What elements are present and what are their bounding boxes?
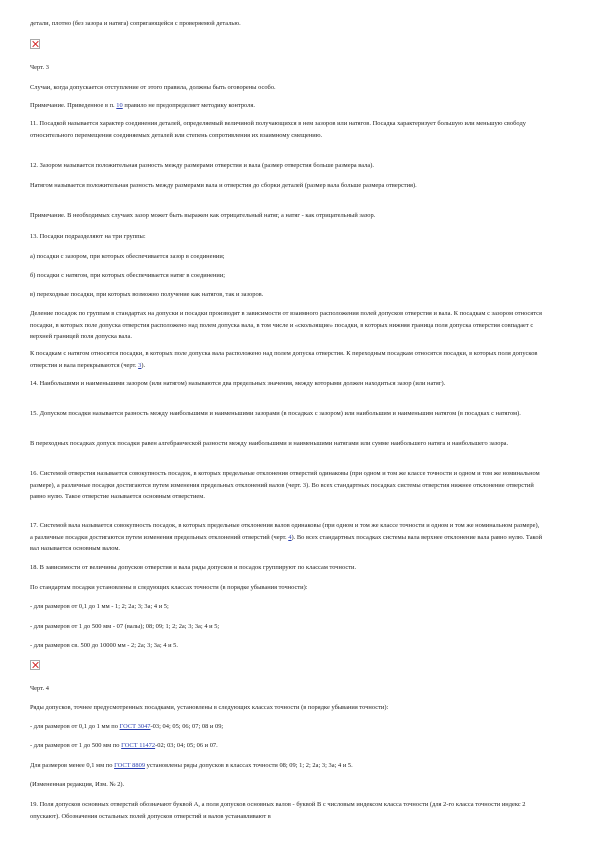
drawing-3-broken-image-icon (30, 39, 40, 49)
paragraph (30, 378, 542, 390)
paragraph (30, 601, 542, 613)
paragraph (30, 270, 542, 282)
paragraph-text: К посадкам с натягом относятся посадки, в которых поле допуска вала расположено над полем допуска отверстия. К переходным посадкам относятся посадки, в которых поля допусков отверстия и вала перекрываются (черт. (30, 350, 538, 369)
paragraph (30, 520, 542, 555)
paragraph (30, 82, 542, 94)
paragraph (30, 308, 542, 343)
paragraph (30, 251, 542, 263)
paragraph-text: - для размеров от 0,1 до 1 мм по (30, 723, 120, 730)
paragraph-text: По стандартам посадки установлены в следующих классах точности (в порядке убывания точности): (30, 584, 308, 591)
document-link[interactable]: 4 (288, 533, 292, 541)
paragraph (30, 582, 542, 594)
paragraph-text: В переходных посадках допуск посадки равен алгебраической разности между наибольшими и наименьшими натягами или сумме наибольшего натяга и наибольшего зазора. (30, 440, 509, 447)
paragraph-text: - для размеров св. 500 до 10000 мм - 2; 2а; 3; 3а; 4 и 5. (30, 642, 179, 649)
paragraph-text: 11. Посадкой называется характер соединения деталей, определяемый величиной получающихся в нем зазоров или натягов. Посадка характеризует большую или меньшую свободу относительного перемещения соединяемых деталей или степень сопротивления их взаимному смещению. (30, 120, 526, 139)
paragraph-text: а) посадки с зазором, при которых обеспечивается зазор в соединении; (30, 253, 225, 260)
paragraph-text: детали, плотно (без зазора и натяга) сопрягающейся с проверяемой деталью. (30, 20, 241, 27)
paragraph-text: 18. В зависимости от величины допусков отверстия и вала ряды допусков и посадок группируют по классам точности. (30, 564, 357, 571)
paragraph-text: Случаи, когда допускается отступление от этого правила, должны быть оговорены особо. (30, 84, 276, 91)
paragraph (30, 408, 542, 420)
paragraph (30, 348, 542, 371)
paragraph (30, 562, 542, 574)
paragraph (30, 740, 542, 752)
paragraph (30, 468, 542, 503)
paragraph-text: 13. Посадки подразделяют на три группы: (30, 233, 146, 240)
paragraph (30, 289, 542, 301)
paragraph (30, 779, 542, 791)
document-link[interactable]: ГОСТ 11472 (121, 742, 156, 749)
document-link[interactable]: ГОСТ 3047 (119, 723, 151, 730)
paragraph-text: 12. Зазором называется положительная разность между размерами отверстия и вала (размер отверстия больше размера вала). (30, 162, 374, 169)
document-link[interactable]: 10 (116, 102, 123, 109)
paragraph-text: - для размеров от 1 до 500 мм по (30, 742, 122, 749)
document-link[interactable]: ГОСТ 8809 (114, 762, 146, 769)
paragraph-text: (Измененная редакция, Изм. № 2). (30, 781, 125, 788)
paragraph (30, 160, 542, 172)
paragraph-text: -03; 04; 05; 06; 07; 08 и 09; (150, 723, 224, 730)
document-link[interactable]: 3 (138, 361, 142, 369)
paragraph (30, 180, 542, 192)
paragraph (30, 621, 542, 633)
paragraph-text: Ряды допусков, точнее предусмотренных посадками, установлены в следующих классах точности (в порядке убывания точности): (30, 704, 389, 711)
paragraph (30, 799, 542, 822)
paragraph-text: -02; 03; 04; 05; 06 и 07. (155, 742, 218, 749)
paragraph-text: Натягом называется положительная разность между размерами вала и отверстия до сборки деталей (размер вала больше размера отверстия). (30, 182, 417, 189)
paragraph-text: установлены ряды допусков в классах точности 08; 09; 1; 2; 2а; 3; 3а; 4 и 5. (145, 762, 353, 769)
paragraph-text: 16. Системой отверстия называется совокупность посадок, в которых предельные отклонения отверстий одинаковы (при одном и том же классе точности и одном и том же номинальном размере), а различные посадки достигаются путем изменения предельных отклонений валов (черт. 3). Во всех стандартных посадках системы отверстия нижнее отклонение отверстий равно нулю. Такое отверстие называется основным отверстием. (30, 470, 540, 500)
paragraph-text: б) посадки с натягом, при которых обеспечивается натяг в соединении; (30, 272, 226, 279)
paragraph (30, 210, 542, 222)
paragraph-text: в) переходные посадки, при которых возможно получение как натягов, так и зазоров. (30, 291, 264, 298)
paragraph-text: Черт. 4 (30, 685, 49, 692)
drawing-4-broken-image-icon (30, 660, 40, 670)
paragraph (30, 721, 542, 733)
paragraph-text: Черт. 3 (30, 64, 49, 71)
paragraph-text: 15. Допуском посадки называется разность между наибольшими и наименьшими зазорами (в посадках с зазором) или наибольшим и наименьшим натягом (в посадках с натягом). (30, 410, 521, 417)
paragraph (30, 100, 542, 112)
paragraph (30, 118, 542, 141)
paragraph (30, 18, 542, 30)
paragraph-text: Примечание. В необходимых случаях зазор может быть выражен как отрицательный натяг, а натяг - как отрицательный зазор. (30, 212, 376, 219)
paragraph-text: 14. Наибольшими и наименьшими зазором (или натягом) называются два предельных значения, между которыми должен находиться зазор (или натяг). (30, 380, 446, 387)
paragraph-text: Для размеров менее 0,1 мм по (30, 762, 115, 769)
paragraph-text: Примечание. Приведенное в п. (30, 102, 117, 109)
paragraph-text: 17. Системой вала называется совокупность посадок, в которых предельные отклонения валов одинаковы (при одном и том же классе точности и одном и том же номинальном размере), а различные посадки достигаются путем изменения предельных отклонений отверстий (черт. (30, 522, 540, 541)
paragraph-text: - для размеров от 1 до 500 мм - 07 (валы); 08; 09; 1; 2; 2а; 3; 3а; 4 и 5; (30, 623, 220, 630)
paragraph-text: ). Во всех стандартных посадках системы вала верхнее отклонение вала равно нулю. Такой вал называется основным валом. (30, 533, 543, 552)
paragraph (30, 438, 542, 450)
paragraph (30, 760, 542, 772)
paragraph-text: Деление посадок по группам в стандартах на допуски и посадки производят в зависимости от взаимного расположения полей допусков отверстия и вала. К посадкам с зазором относятся посадки, в которых поле допуска отверстия расположено над полем допуска вала, в том числе и «скользящие» посадки, в которых нижняя граница поля допуска отверстия совпадает с верхней границей поля допуска вала. (30, 310, 542, 340)
paragraph (30, 231, 542, 243)
paragraph (30, 702, 542, 714)
paragraph (30, 62, 542, 74)
paragraph-text: 19. Поля допусков основных отверстий обозначают буквой А, а поля допусков основных валов - буквой В с числовым индексом класса точности (для 2-го класса точности индекс 2 опускают). Обозначения остальных полей допусков отверстий и валов устанавливают в (30, 801, 526, 820)
paragraph-text: - для размеров от 0,1 до 1 мм - 1; 2; 2а; 3; 3а; 4 и 5; (30, 603, 169, 610)
paragraph (30, 683, 542, 695)
paragraph-text: ). (141, 361, 146, 369)
paragraph (30, 640, 542, 652)
paragraph-text: правило не предопределяет методику контроля. (122, 102, 255, 109)
